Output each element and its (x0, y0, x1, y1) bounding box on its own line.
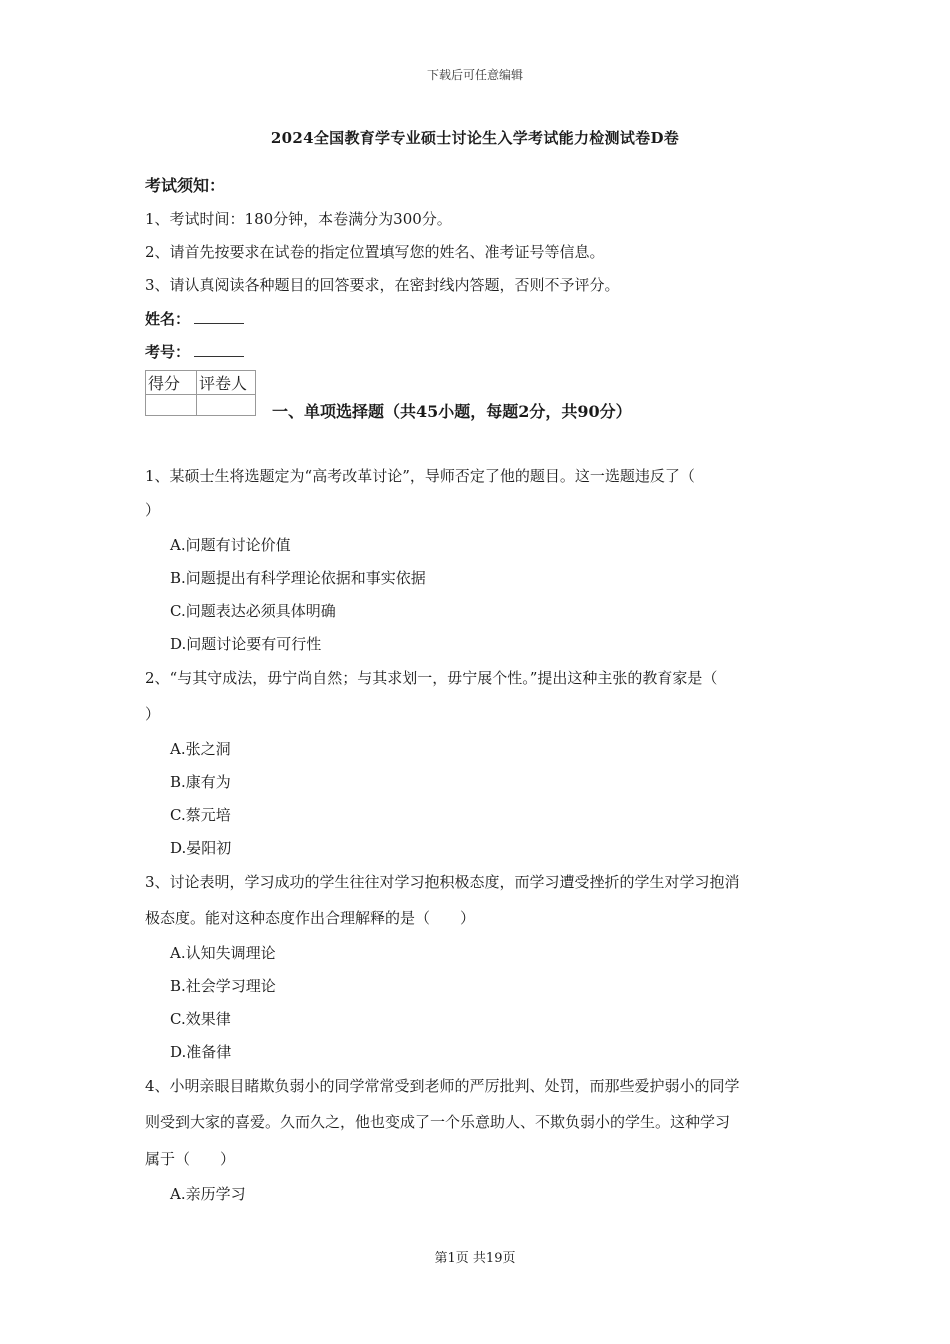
question-2-option-c: C.蔡元培 (170, 806, 231, 824)
question-2-line: 2、“与其守成法，毋宁尚自然；与其求划一，毋宁展个性。”提出这种主张的教育家是（ (145, 669, 718, 687)
question-2-option-d: D.晏阳初 (170, 839, 232, 857)
id-label: 考号： (145, 343, 191, 361)
question-4-option-a: A.亲历学习 (170, 1185, 246, 1203)
grader-header: 评卷人 (197, 371, 256, 395)
question-3-option-c: C.效果律 (170, 1010, 231, 1028)
question-1-line: ） (145, 501, 161, 519)
header-note: 下载后可任意编辑 (426, 68, 523, 82)
name-field (145, 308, 244, 329)
notice-item: 2、请首先按要求在试卷的指定位置填写您的姓名、准考证号等信息。 (145, 243, 605, 261)
question-1-option-b: B.问题提出有科学理论依据和事实依据 (170, 569, 426, 587)
question-3-option-a: A.认知失调理论 (170, 944, 276, 962)
id-field (145, 341, 244, 362)
name-blank[interactable] (194, 309, 244, 324)
question-3-line: 3、讨论表明，学习成功的学生往往对学习抱积极态度，而学习遭受挫折的学生对学习抱消 (145, 873, 740, 891)
question-2-option-b: B.康有为 (170, 773, 231, 791)
question-4-line: 属于（ ） (145, 1150, 236, 1168)
question-3-option-d: D.准备律 (170, 1043, 232, 1061)
grader-cell[interactable] (197, 395, 256, 416)
name-label: 姓名： (145, 310, 191, 328)
document-title: 2024全国教育学专业硕士讨论生入学考试能力检测试卷D卷 (270, 129, 680, 147)
section-title: 一、单项选择题（共45小题，每题2分，共90分） (272, 402, 632, 421)
score-table (145, 370, 256, 416)
question-4-line: 则受到大家的喜爱。久而久之，他也变成了一个乐意助人、不欺负弱小的学生。这种学习 (145, 1113, 731, 1131)
score-cell[interactable] (146, 395, 197, 416)
question-4-line: 4、小明亲眼目睹欺负弱小的同学常常受到老师的严厉批判、处罚，而那些爱护弱小的同学 (145, 1077, 740, 1095)
question-1-option-c: C.问题表达必须具体明确 (170, 602, 336, 620)
notice-item: 1、考试时间：180分钟，本卷满分为300分。 (145, 210, 452, 228)
notice-heading: 考试须知： (145, 176, 226, 195)
id-blank[interactable] (194, 342, 244, 357)
question-1-line: 1、某硕士生将选题定为“高考改革讨论”，导师否定了他的题目。这一选题违反了（ (145, 467, 695, 485)
question-3-line: 极态度。能对这种态度作出合理解释的是（ ） (145, 909, 476, 927)
question-2-option-a: A.张之洞 (170, 740, 231, 758)
question-2-line: ） (145, 705, 161, 723)
question-3-option-b: B.社会学习理论 (170, 977, 276, 995)
question-1-option-a: A.问题有讨论价值 (170, 536, 291, 554)
question-1-option-d: D.问题讨论要有可行性 (170, 635, 322, 653)
page-footer: 第1页 共19页 (434, 1251, 516, 1266)
notice-item: 3、请认真阅读各种题目的回答要求，在密封线内答题，否则不予评分。 (145, 276, 620, 294)
score-header: 得分 (146, 371, 197, 395)
